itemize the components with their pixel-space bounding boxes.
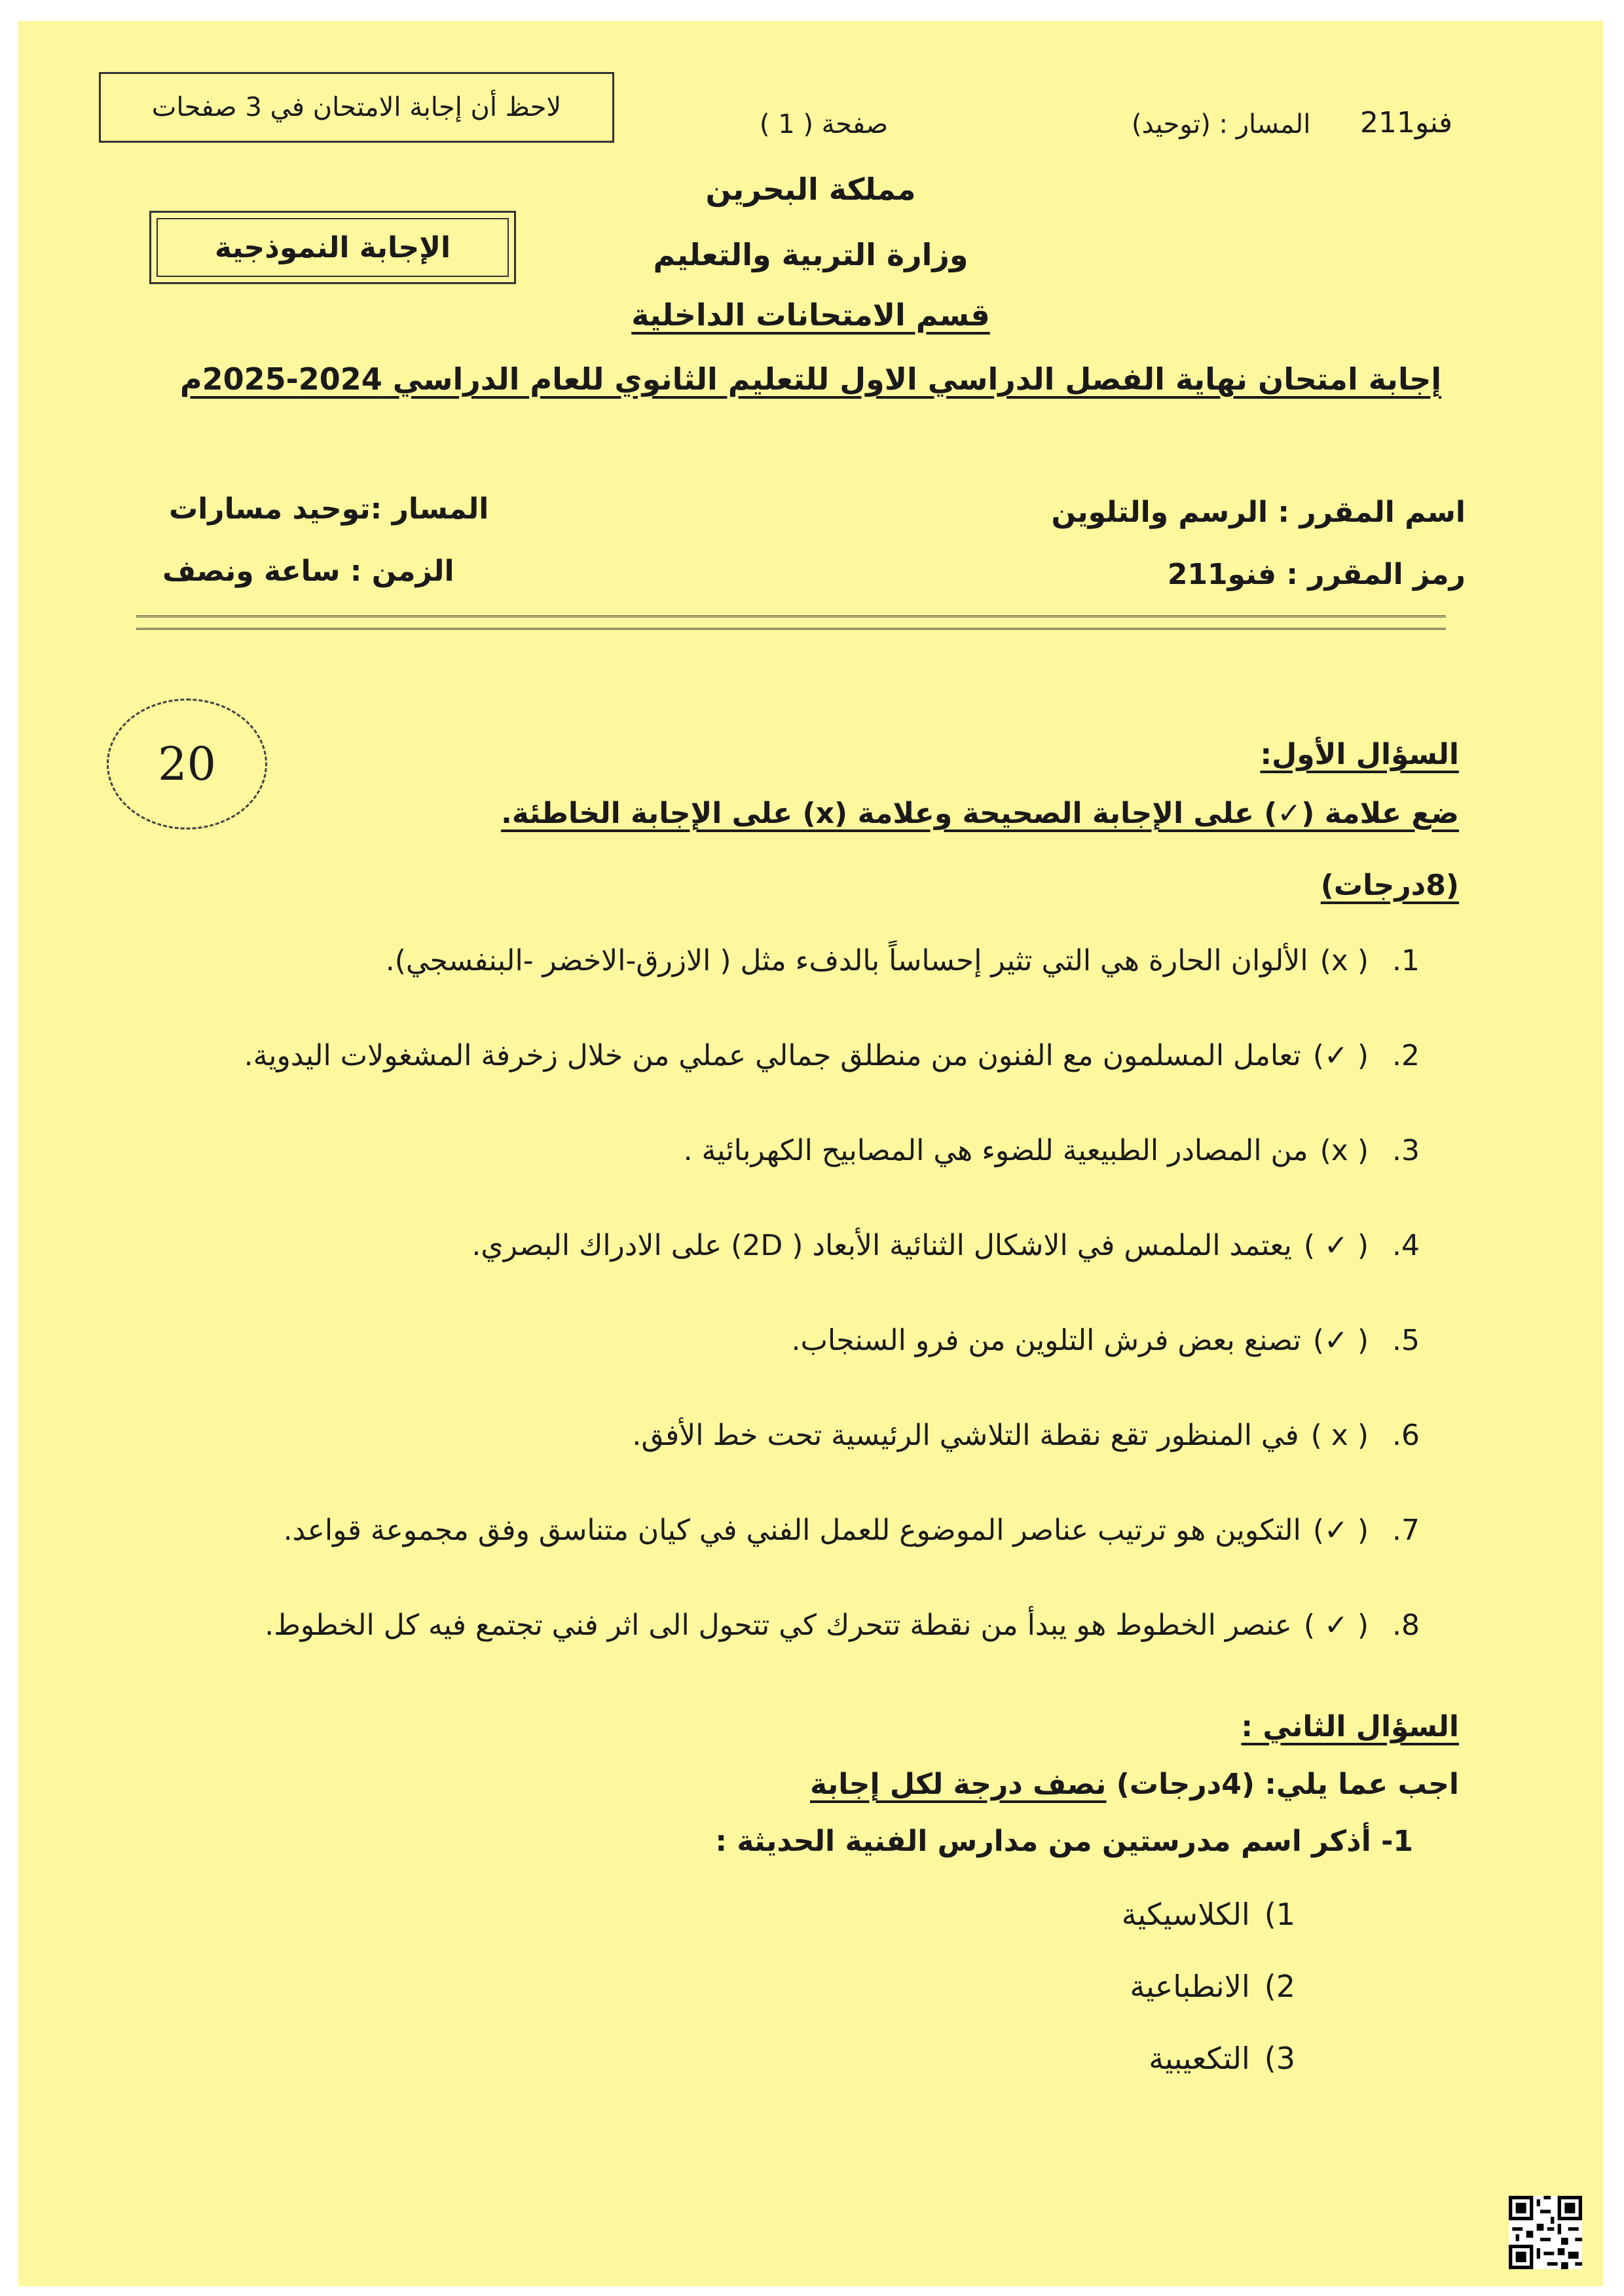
list-item: 2. ( ✓) تعامل المسلمون مع الفنون من منطلق جمالي عملي من خلال زخرفة المشغولات اليدوية.	[244, 1039, 1420, 1072]
track-info: المسار :توحيد مسارات	[169, 492, 489, 526]
department-title: قسم الامتحانات الداخلية	[631, 297, 990, 333]
list-item: 1. ( x) الألوان الحارة هي التي تثير إحساساً بالدفء مثل ( الازرق-الاخضر -البنفسجي).	[385, 944, 1420, 977]
exam-title: إجابة امتحان نهاية الفصل الدراسي الاول للتعليم الثانوي للعام الدراسي 2024-2025م	[179, 361, 1442, 397]
answer-mark: ( ✓ )	[1303, 1229, 1369, 1262]
list-item: 8. ( ✓ ) عنصر الخطوط هو يبدأ من نقطة تتحرك كي تتحول الى اثر فني تجتمع فيه كل الخطوط.	[265, 1609, 1420, 1642]
list-item: 1) الكلاسيكية	[1121, 1897, 1295, 1932]
page-number: صفحة ( 1 )	[759, 109, 889, 139]
list-item: 3. ( x) من المصادر الطبيعية للضوء هي المصابيح الكهربائية .	[683, 1134, 1420, 1167]
exam-page	[18, 21, 1603, 2286]
answer-mark: ( x)	[1320, 944, 1369, 977]
time-info: الزمن : ساعة ونصف	[162, 555, 454, 588]
question2-title: السؤال الثاني :	[1241, 1710, 1459, 1743]
ministry-title: وزارة التربية والتعليم	[653, 237, 969, 272]
model-answer-label: الإجابة النموذجية	[214, 230, 451, 264]
list-item: 7. ( ✓) التكوين هو ترتيب عناصر الموضوع للعمل الفني في كيان متناسق وفق مجموعة قواعد.	[283, 1514, 1420, 1547]
answer-mark: ( ✓ )	[1303, 1609, 1369, 1642]
list-item: 4. ( ✓ ) يعتمد الملمس في الاشكال الثنائية الأبعاد ( 2D) على الادراك البصري.	[471, 1229, 1420, 1262]
question1-marks: (8درجات)	[1320, 869, 1459, 902]
total-score: 20	[107, 699, 267, 829]
track-top: المسار : (توحيد)	[1132, 109, 1311, 139]
course-code: رمز المقرر : فنو211	[1167, 558, 1466, 591]
course-name: اسم المقرر : الرسم والتلوين	[1051, 496, 1466, 529]
question1-title: السؤال الأول:	[1260, 738, 1459, 771]
answer-mark: ( ✓)	[1312, 1039, 1369, 1072]
answer-mark: ( ✓)	[1312, 1514, 1369, 1547]
list-item: 3) التكعيبية	[1149, 2041, 1295, 2076]
page-count-note: لاحظ أن إجابة الامتحان في 3 صفحات	[99, 72, 614, 143]
qr-code-icon	[1509, 2196, 1582, 2269]
list-item: 5. ( ✓) تصنع بعض فرش التلوين من فرو السنجاب.	[791, 1324, 1420, 1357]
list-item: 2) الانطباعية	[1130, 1969, 1295, 2004]
list-item: 6. ( x ) في المنظور تقع نقطة التلاشي الرئيسية تحت خط الأفق.	[632, 1419, 1420, 1452]
separator-line	[136, 615, 1446, 630]
course-code-top: فنو211	[1359, 106, 1452, 139]
answer-mark: ( x)	[1320, 1134, 1369, 1167]
question2-instruction: اجب عما يلي: (4درجات) نصف درجة لكل إجابة	[810, 1768, 1459, 1801]
answer-mark: ( ✓)	[1312, 1324, 1369, 1357]
answer-mark: ( x )	[1310, 1419, 1369, 1452]
question1-instruction: ضع علامة (✓) على الإجابة الصحيحة وعلامة (x) على الإجابة الخاطئة.	[501, 797, 1459, 830]
kingdom-title: مملكة البحرين	[705, 172, 916, 207]
question2-sub1: 1- أذكر اسم مدرستين من مدارس الفنية الحديثة :	[715, 1825, 1413, 1858]
